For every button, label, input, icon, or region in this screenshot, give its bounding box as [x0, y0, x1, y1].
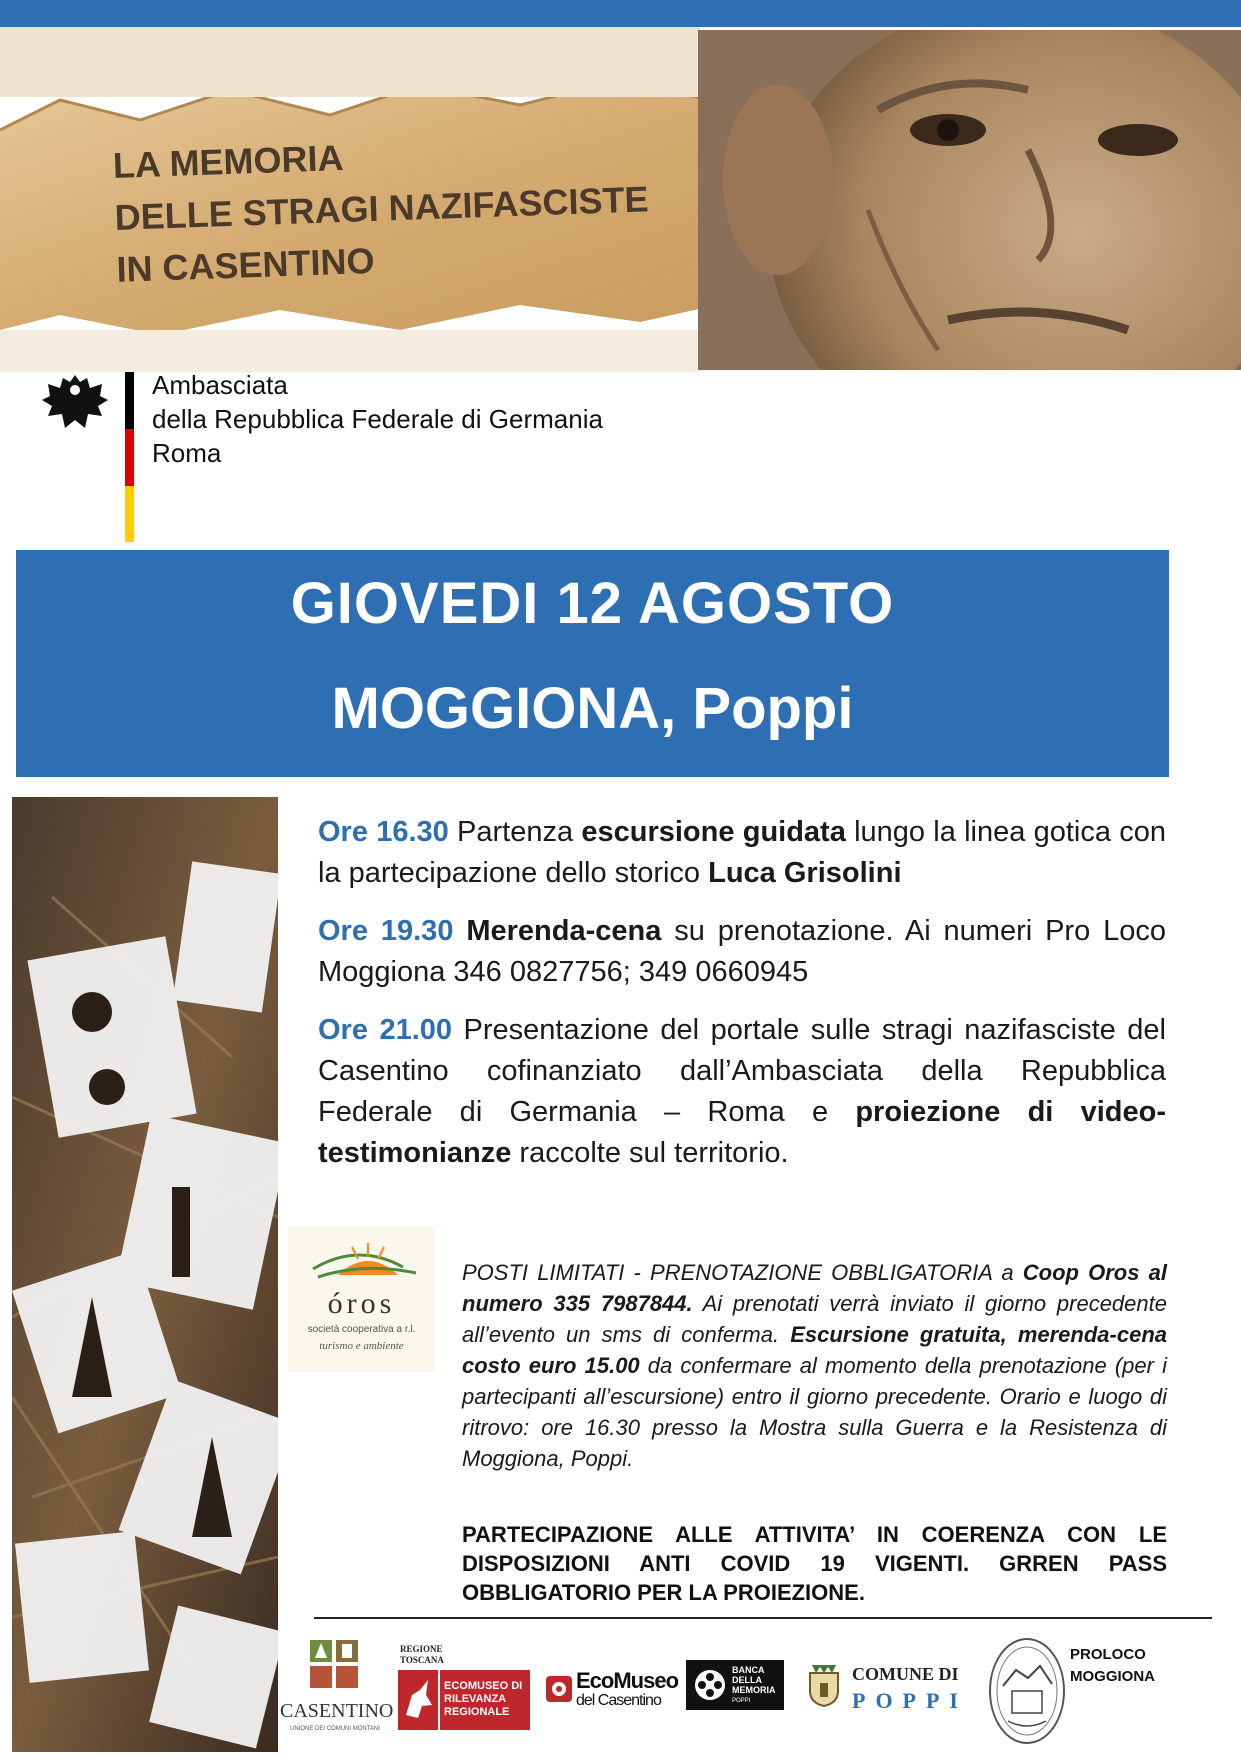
- oros-name: óros: [327, 1287, 396, 1320]
- comune-poppi-logo: [806, 1648, 974, 1718]
- booking-phone: Coop Oros al numero 335 7987844.: [462, 1260, 1168, 1316]
- film-reel-icon: [694, 1669, 726, 1701]
- ecomuseo-rilevanza-label: ECOMUSEO DI RILEVANZA REGIONALE: [440, 1670, 530, 1730]
- title-line-2: DELLE STRAGI NAZIFASCISTE: [113, 178, 650, 238]
- banca-label: BANCA DELLA MEMORIA: [732, 1665, 776, 1695]
- title-line-3: IN CASENTINO: [115, 239, 376, 290]
- elderly-man-photo: [698, 30, 1241, 370]
- sun-over-hills-icon: [298, 1237, 423, 1287]
- regione-toscana-logo: [398, 1640, 533, 1750]
- booking-text-3: da confermare al momento della prenotazione (per i partecipanti all’escursione) entro il giorno precedente. Orario e luogo di ritrovo: ore 16.30 presso la Mostra sulla Guerra e la Resistenza di Moggiona, Poppi.: [462, 1353, 1167, 1471]
- paper-background-bottom: [0, 330, 700, 372]
- banca-sublabel: POPPI: [732, 1698, 751, 1704]
- embassy-name: [152, 368, 603, 470]
- program-time-1: Ore 16.30: [318, 816, 449, 848]
- liberta-letters-photo: [12, 797, 278, 1752]
- proloco-moggiona-logo: [988, 1636, 1188, 1751]
- booking-price: Escursione gratuita, merenda-cena costo euro 15.00: [462, 1322, 1167, 1378]
- ecomuseo-label: EcoMuseo: [576, 1668, 679, 1693]
- proloco-label: PROLOCO MOGGIONA: [1070, 1646, 1155, 1685]
- embassy-line-3: Roma: [152, 438, 222, 468]
- event-place: MOGGIONA, Poppi: [331, 676, 854, 741]
- program-highlight-1: escursione guidata: [581, 816, 846, 848]
- program-time-2: Ore 19.30: [318, 915, 454, 947]
- program-text-1b: lungo la linea gotica con la partecipazione dello storico: [318, 816, 1166, 889]
- proloco-seal-icon: [988, 1636, 1066, 1746]
- program-time-3: Ore 21.00: [318, 1014, 453, 1046]
- ecomuseo-casentino-logo: [546, 1668, 679, 1718]
- top-blue-band: [0, 0, 1241, 27]
- program-highlight-3: proiezione di video-testimonianze: [318, 1096, 1166, 1169]
- oros-subtitle: società cooperativa a r.l.: [307, 1324, 416, 1335]
- program-text-2a: [453, 915, 466, 947]
- banca-memoria-logo: [686, 1660, 784, 1710]
- poppi-label: POPPI: [852, 1688, 968, 1713]
- municipal-crest-icon: [806, 1663, 842, 1707]
- ecomuseo-icon: [546, 1676, 572, 1702]
- exhibition-title: [112, 121, 651, 296]
- regione-label: REGIONE TOSCANA: [400, 1644, 444, 1665]
- oros-tagline: turismo e ambiente: [319, 1340, 404, 1352]
- booking-note: [462, 1257, 1167, 1474]
- booking-text-2: Ai prenotati verrà inviato il giorno precedente all’evento un sms di conferma.: [462, 1291, 1167, 1347]
- event-date: GIOVEDI 12 AGOSTO: [290, 571, 895, 636]
- historian-name: Luca Grisolini: [708, 857, 902, 889]
- event-date-box: [16, 550, 1169, 777]
- ecomuseo-sublabel: del Casentino: [576, 1692, 661, 1709]
- comune-label: COMUNE DI: [852, 1664, 959, 1684]
- embassy-line-1: Ambasciata: [152, 370, 288, 400]
- program-item-3: [318, 1010, 1166, 1174]
- pegasus-icon: [398, 1670, 438, 1730]
- program-highlight-2: Merenda-cena: [466, 915, 662, 947]
- program-text-3b: raccolte sul territorio.: [511, 1137, 789, 1169]
- program-text-1a: Partenza: [448, 816, 582, 848]
- embassy-line-2: della Repubblica Federale di Germania: [152, 404, 603, 434]
- program-item-2: [318, 911, 1166, 993]
- casentino-crest-icon: [308, 1638, 360, 1692]
- booking-text-1: POSTI LIMITATI - PRENOTAZIONE OBBLIGATORIA a: [462, 1260, 1023, 1285]
- oros-logo: [288, 1227, 435, 1372]
- german-flag-bar-icon: [125, 372, 134, 542]
- program-text-3a: Presentazione del portale sulle stragi nazifasciste del Casentino cofinanziato dall’Ambasciata della Repubblica Federale di Germania – Roma e: [318, 1014, 1166, 1128]
- event-program: [318, 812, 1166, 1191]
- german-eagle-icon: [40, 370, 110, 435]
- program-item-1: [318, 812, 1166, 894]
- casentino-sublabel: UNIONE DEI COMUNI MONTANI: [290, 1726, 380, 1732]
- covid-notice: PARTECIPAZIONE ALLE ATTIVITA’ IN COERENZA CON LE DISPOSIZIONI ANTI COVID 19 VIGENTI. GRREN PASS OBBLIGATORIO PER LA PROIEZIONE.: [462, 1522, 1167, 1605]
- paper-background-top: [0, 27, 700, 97]
- casentino-label: CASENTINO: [280, 1700, 394, 1722]
- program-text-2b: su prenotazione. Ai numeri Pro Loco Moggiona 346 0827756; 349 0660945: [318, 915, 1166, 988]
- casentino-logo: [280, 1638, 394, 1753]
- footer-divider: [314, 1617, 1212, 1619]
- title-line-1: LA MEMORIA: [112, 136, 345, 186]
